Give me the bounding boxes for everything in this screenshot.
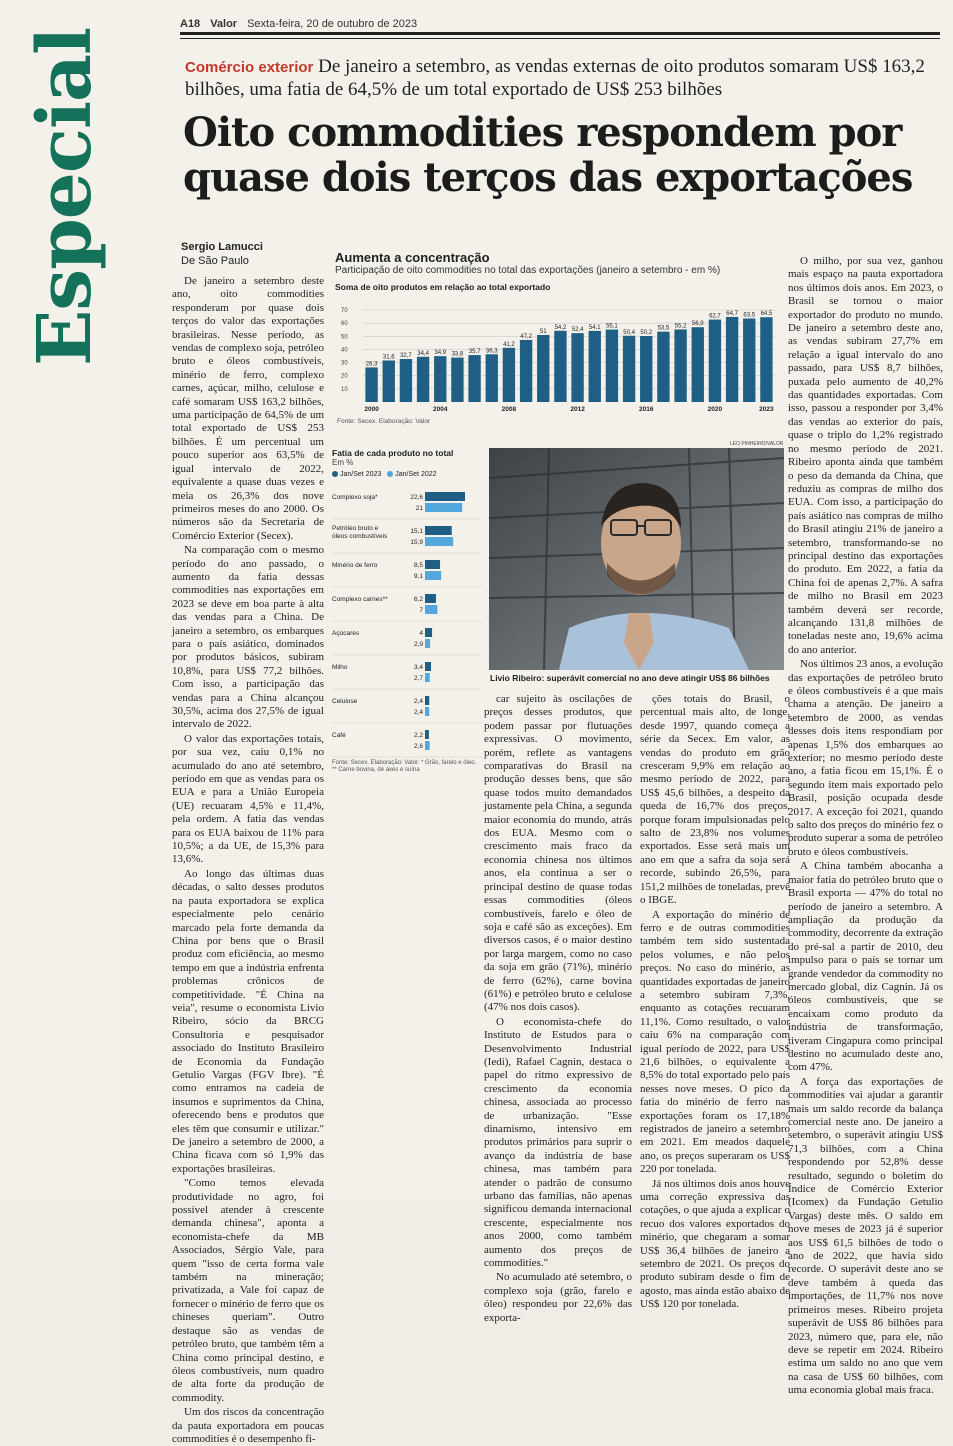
bar <box>503 348 515 402</box>
data-label: 64,5 <box>760 311 773 318</box>
data-label: 52,4 <box>571 327 584 334</box>
data-label: 22,6 <box>410 494 423 501</box>
bar <box>425 492 465 501</box>
bar <box>434 356 446 402</box>
data-label: 50,4 <box>623 329 635 336</box>
chart-product-share-plot <box>332 486 482 758</box>
paragraph: No acumulado até setembro, o complexo soja (grão, farelo e óleo) respondeu por 22,6% das exporta- <box>484 1271 632 1324</box>
data-label: 9,1 <box>413 573 423 580</box>
kicker-text: De janeiro a setembro, as vendas externas de oito produtos somaram US$ 163,2 bilhões, uma fatia de 64,5% de um total exportado de US$ 253 bilhões <box>185 56 925 100</box>
kicker <box>185 56 945 101</box>
bar <box>571 333 583 402</box>
data-label: 55,1 <box>606 323 618 330</box>
x-tick-label: 2016 <box>639 406 654 413</box>
chart-title: Fatia de cada produto no total <box>332 448 454 458</box>
data-label: 21 <box>415 505 423 512</box>
legend-item-2023: Jan/Set 2023 <box>332 471 381 478</box>
bar <box>425 639 430 648</box>
chart-concentration-plot <box>335 300 783 420</box>
bar <box>365 367 377 402</box>
category-label: Complexo soja* <box>332 494 378 501</box>
paragraph: A exportação do minério de ferro e de outras commodities também tem sido sustentada pelos volumes, e não pelos preços. No caso do minério, as quantidades exportadas de janeiro a setembro subiram 7,3%, enquanto as cotações recuaram 11,1%. Como resultado, o valor caiu 6% na comparação com igual período de 2022, para US$ 21,6 bilhões, o equivalente a 8,5% do total exportado pelo país nesses nove meses. O pico da fatia do minério de ferro nas exportações foram os 17,18% registrados de janeiro a setembro em 2021. Em meados daquele ano, os preços superaram os US$ 220 por tonelada. <box>640 908 790 1176</box>
header-rule <box>180 32 940 35</box>
headline: Oito commodities respondem por quase dois terços das exportações <box>183 109 913 201</box>
paragraph: "Como temos elevada produtividade no agro, foi possível atender à crescente demanda chinesa", aponta a economista-chefe da MB Associados, Sérgio Vale, para quem "isso de certa forma vale também na mineração; privatizada, a Vale foi capaz de fornecer o minério de ferro que os chineses queriam". Outro destaque são as vendas de petróleo bruto, que também têm a China como principal destino, e óleos combustíveis, num quadro de alta forte da produção de commodity. <box>172 1177 324 1404</box>
category-label: óleos combustíveis <box>332 533 388 540</box>
y-tick-label: 50 <box>341 334 348 341</box>
paragraph: ções totais do Brasil, o percentual mais alto, de longe, desde 1997, quando começa a série da Secex. Em valor, as vendas do produto em grão cresceram 9,9% em relação ao mesmo período de 2022, para US$ 45,6 bilhões, a despeito da queda de 16,7% dos preços, porque foram impulsionadas pelo salto de 23,8% nos volumes exportados. Esse será mais um ano em que a safra da soja será recorde, subindo 26,5%, para 151,2 milhões de toneladas, prevê o IBGE. <box>640 693 790 907</box>
chart-source: Fonte: Secex. Elaboração: Valor. * Grão, farelo e óleo. ** Carne bovina, de aves e suína <box>332 760 477 773</box>
portrait-illustration <box>489 448 784 670</box>
bar <box>451 358 463 402</box>
bar <box>468 355 480 402</box>
paragraph: Nos últimos 23 anos, a evolução das exportações de petróleo bruto e óleos combustíveis é a que mais chama a atenção. De janeiro a setembro de 2000, as vendas desses dois itens respondiam por apenas 1,5% dos embarques ao exterior; no mesmo período deste ano, a fatia ficou em 15,1%. É o segundo item mais exportado pelo Brasil, posição ocupada desde 2017. A exceção foi 2021, quando o salto dos preços do minério fez o produto superar a soma de petróleo bruto e óleos combustíveis. <box>788 658 943 858</box>
bar <box>425 741 430 750</box>
newspaper-brand: Valor <box>210 18 238 30</box>
bar <box>726 317 738 402</box>
data-label: 2,4 <box>413 698 423 705</box>
data-label: 15,1 <box>410 528 423 535</box>
category-label: Complexo carnes** <box>332 596 388 603</box>
data-label: 26,3 <box>365 361 378 368</box>
data-label: 32,7 <box>400 353 412 360</box>
bar <box>674 329 686 402</box>
x-tick-label: 2023 <box>759 406 774 413</box>
bar <box>589 331 601 402</box>
page-header <box>180 14 940 34</box>
data-label: 2,2 <box>413 732 423 739</box>
bar <box>425 730 429 739</box>
category-label: Celulose <box>332 698 358 705</box>
article-column-2 <box>484 693 632 1324</box>
chart-source: Fonte: Secex. Elaboração: Valor <box>337 418 431 425</box>
data-label: 41,2 <box>503 341 515 348</box>
bar <box>486 354 498 402</box>
paragraph: Na comparação com o mesmo período do ano passado, o aumento da fatia dessas commodities nas exportações em 2023 se deve em boa parte à alta das vendas para a China. De janeiro a setembro, os embarques para o país asiático, dominados por produtos básicos, subiram 10,8%, para US$ 77,2 bilhões. Com isso, a participação das vendas para a China alcançou 30,5%, acima dos 27,5% de igual intervalo de 2022. <box>172 544 324 731</box>
data-label: 64,7 <box>726 310 738 317</box>
x-tick-label: 2008 <box>501 406 517 413</box>
bar <box>425 560 440 569</box>
bar <box>425 605 437 614</box>
data-label: 62,7 <box>709 313 721 320</box>
data-label: 3,4 <box>413 664 423 671</box>
x-tick-label: 2004 <box>433 406 448 413</box>
data-label: 2,9 <box>413 641 423 648</box>
bar <box>425 526 452 535</box>
data-label: 6,2 <box>413 596 423 603</box>
photo-credit: LEO PINHEIRO/VALOR <box>730 441 784 447</box>
x-tick-label: 2000 <box>364 406 379 413</box>
data-label: 15,9 <box>410 539 423 546</box>
y-tick-label: 20 <box>341 373 348 380</box>
data-label: 54,2 <box>554 324 567 331</box>
data-label: 31,6 <box>382 354 395 361</box>
paragraph: O economista-chefe do Instituto de Estudos para o Desenvolvimento Industrial (Iedi), Rafael Cagnin, destaca o papel do ritmo expressivo de crescimento da economia chinesa, associada ao processo de urbanização. "Esse dinamismo, intensivo em produtos primários para suprir o avanço da indústria de base chinesa, mas também para atender o padrão de consumo urbano das famílias, não apenas significou demanda internacional crescente, especialmente nos anos 2000, como também aumento dos preços de commodities." <box>484 1015 632 1270</box>
paragraph: Ao longo das últimas duas décadas, o salto desses produtos na pauta exportadora se explica especialmente pelo cenário marcado pela forte demanda da China por bens que o Brasil produz com eficiência, ao mesmo tempo em que a indústria enfrenta problemas crônicos de competitividade. "É China na veia", resume o economista Livio Ribeiro, sócio da BRCG Consultoria e pesquisador associado do Instituto Brasileiro de Economia da Fundação Getulio Vargas (FGV Ibre). "É como entramos na cadeia de insumos e suprimentos da China, oferecendo bens e produtos que eles têm que consumir e utilizar." De janeiro a setembro de 2000, a China ficava com só 1,9% das exportações brasileiras. <box>172 867 324 1175</box>
data-label: 2,6 <box>413 743 423 750</box>
bar <box>640 336 652 402</box>
page-number: A18 <box>180 18 201 30</box>
paragraph: Já nos últimos dois anos houve uma correção expressiva das cotações, o que ajuda a explicar o recuo dos valores exportados do minério, que chegaram a somar US$ 36,4 bilhões de janeiro a setembro de 2021. Os preços do produto subiram desde o fim de agosto, mas ainda estão abaixo de US$ 120 por tonelada. <box>640 1177 790 1311</box>
data-label: 4 <box>419 630 423 637</box>
bar <box>425 662 431 671</box>
bar <box>692 327 704 402</box>
paragraph: A China também abocanha a maior fatia do petróleo bruto que o Brasil exporta — 47% do total no período de janeiro a setembro. A ampliação da produção da commodity, decorrente da extração do pré-sal a partir de 2010, deu impulso para o país se tornar um grande vendedor da commodity no mercado global, diz Cagnin. Já os óleos combustíveis, que se encaixam como produto da indústria de transformação, tiveram Cingapura como principal destino no acumulado deste ano, com 47%. <box>788 860 943 1074</box>
byline <box>181 240 263 268</box>
bar <box>606 330 618 402</box>
chart-concentration <box>335 250 783 430</box>
y-tick-label: 10 <box>341 386 348 393</box>
photo-livio-ribeiro <box>489 448 784 670</box>
bar <box>425 571 441 580</box>
data-label: 51 <box>539 328 547 335</box>
data-label: 53,5 <box>657 325 670 332</box>
section-label <box>22 27 122 386</box>
data-label: 34,9 <box>434 350 447 357</box>
paragraph: car sujeito às oscilações de preços desses produtos, que podem passar por flutuações expressivas. O movimento, porém, reflete as vantagens comparativas do Brasil na produção desses bens, que são quase todos muito demandados justamente pela China, a segunda maior economia do mundo, atrás dos EUA. Mesmo com o crescimento mais fraco da economia chinesa nos últimos anos, ela continua a ser o principal destino de quase todas essas commodities (óleos combustíveis, farelo e óleo de soja e café são as exceções). Em diversos casos, é o maior destino por larga margem, como no caso da soja em grão (71%), minério de ferro (62%), carne bovina (61%) e petróleo bruto e celulose (47% nos dois casos). <box>484 693 632 1014</box>
data-label: 33,8 <box>451 351 464 358</box>
article-column-3 <box>640 693 790 1311</box>
bar <box>425 673 430 682</box>
paragraph: Um dos riscos da concentração da pauta exportadora em poucas commodities é o desempenho fi- <box>172 1406 324 1445</box>
bar <box>709 320 721 402</box>
bar <box>760 317 772 402</box>
chart-legend <box>332 471 482 478</box>
article-column-1 <box>172 275 324 1445</box>
data-label: 2,4 <box>413 709 423 716</box>
data-label: 56,9 <box>691 321 704 328</box>
paragraph: A força das exportações de commodities vai ajudar a garantir mais um saldo recorde da balança comercial neste ano. De janeiro a setembro, o superávit atingiu US$ 71,3 bilhões, com a China respondendo por 52,8% desse resultado, segundo o boletim do Índice de Comércio Exterior (Icomex) da Fundação Getulio Vargas) deste mês. O saldo em nove meses de 2023 já é superior aos US$ 61,5 bilhões de todo o ano de 2022, que havia sido recorde. O superávit deste ano se deve também à queda das importações, de 11,7% nos nove primeiros meses. Ribeiro projeta superávit de US$ 86 bilhões para 2023, número que, para ele, não deve se repetir em 2024. Ribeiro estima um saldo no ano que vem na casa de US$ 60 bilhões, com uma economia global mais fraca. <box>788 1075 943 1397</box>
bar <box>425 696 429 705</box>
data-label: 2,7 <box>413 675 423 682</box>
x-tick-label: 2012 <box>570 406 585 413</box>
chart-product-share <box>332 448 482 778</box>
issue-date: Sexta-feira, 20 de outubro de 2023 <box>247 18 418 30</box>
bar <box>657 332 669 402</box>
bar <box>623 336 635 402</box>
category-label: Milho <box>332 664 348 671</box>
data-label: 55,2 <box>674 323 687 330</box>
bar <box>425 594 436 603</box>
data-label: 35,7 <box>468 349 481 356</box>
bar <box>417 357 429 402</box>
bar <box>383 360 395 402</box>
chart-series-title: Soma de oito produtos em relação ao total exportado <box>335 282 551 292</box>
photo-caption: Livio Ribeiro: superávit comercial no ano deve atingir US$ 86 bilhões <box>490 673 770 683</box>
legend-item-2022: Jan/Set 2022 <box>387 471 436 478</box>
header-rule-thin <box>180 38 940 39</box>
data-label: 8,5 <box>413 562 423 569</box>
y-tick-label: 60 <box>341 321 348 328</box>
data-label: 34,4 <box>417 350 429 357</box>
byline-author: Sergio Lamucci <box>181 241 263 253</box>
paragraph: O valor das exportações totais, por sua vez, caiu 0,1% no acumulado do ano até setembro, período em que as vendas para os EUA e para a União Europeia (UE) recuaram 4,5% e 11,4%, pela ordem. A fatia das vendas para os EUA baixou de 11% para 10,5%; a da UE, de 15,3% para 13,6%. <box>172 732 324 866</box>
byline-location: De São Paulo <box>181 255 249 267</box>
category-label: Açúcares <box>332 630 360 637</box>
y-tick-label: 30 <box>341 360 348 367</box>
category-label: Minério de ferro <box>332 562 378 569</box>
bar <box>425 537 453 546</box>
bar <box>425 628 432 637</box>
article-column-4 <box>788 255 943 1397</box>
chart-subtitle: Participação de oito commodities no total das exportações (janeiro a setembro - em %) <box>335 265 721 276</box>
bar <box>537 335 549 402</box>
bar <box>554 331 566 402</box>
section-label-text: Especial <box>22 27 108 366</box>
kicker-tag: Comércio exterior <box>185 59 314 76</box>
data-label: 63,5 <box>743 312 756 319</box>
data-label: 7 <box>419 607 423 614</box>
bar <box>400 359 412 402</box>
chart-unit: Em % <box>332 458 354 467</box>
y-tick-label: 40 <box>341 347 348 354</box>
data-label: 36,3 <box>485 348 498 355</box>
category-label: Café <box>332 732 346 739</box>
category-label: Petróleo bruto e <box>332 525 379 532</box>
bar <box>520 340 532 402</box>
bar <box>425 503 462 512</box>
chart-title: Aumenta a concentração <box>335 250 490 265</box>
paragraph: De janeiro a setembro deste ano, oito commodities responderam por quase dois terços do valor das exportações brasileiras. Nesse período, as vendas de complexo soja, petróleo bruto e óleos combustíveis, minério de ferro, complexo carnes, açúcar, milho, celulose e café somaram US$ 163,2 bilhões, uma participação de 64,5% de um total exportado de US$ 253 bilhões. É um percentual um pouco superior aos 63,5% de igual intervalo de 2022, equivalente a quase duas vezes e meia os 26,3% dos nove primeiros meses do ano 2000. Os números são da Secretaria de Comércio Exterior (Secex). <box>172 275 324 542</box>
y-tick-label: 70 <box>341 308 348 314</box>
data-label: 47,2 <box>520 333 532 340</box>
bar <box>743 319 755 402</box>
bar <box>425 707 429 716</box>
x-tick-label: 2020 <box>707 406 723 413</box>
data-label: 54,1 <box>588 324 601 331</box>
paragraph: O milho, por sua vez, ganhou mais espaço na pauta exportadora nos últimos dois anos. Em 2023, o Brasil se tornou o maior exportador do produto no mundo. De janeiro a setembro deste ano, as vendas subiram 27,7% em relação a igual intervalo do ano passado, para US$ 8,7 bilhões, puxada pelo aumento de 40,2% das quantidades exportadas. Com isso, passou a responder por 3,4% das vendas ao exterior do país, quase o triplo do 1,2% registrado no mesmo período de 2021. Ribeiro aponta ainda que também o peso da demanda da China, que reduziu as compras de milho dos EUA. Com isso, a participação do país asiático nas compras de milho do Brasil atingiu 21% de janeiro a setembro, transformando-se no principal destino das exportações do produto. Em 2022, a fatia da China foi de apenas 2,7%. A safra de milho no Brasil em 2023 também deverá ser recorde, alcançando 131,8 milhões de toneladas neste ano, 19,6% acima do ano anterior. <box>788 255 943 656</box>
data-label: 50,2 <box>640 330 653 337</box>
